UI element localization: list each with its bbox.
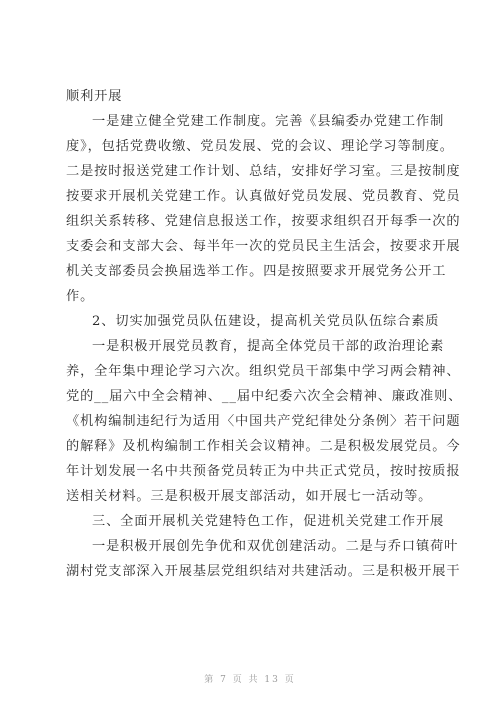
text-line: 机关支部委员会换届选举工作。四是按照要求开展党务公开工 [66, 264, 447, 279]
page-number: 第 7 页 共 13 页 [204, 675, 296, 685]
body-text [66, 84, 463, 584]
text-line: 党的__届六中全会精神、__届中纪委六次全会精神、廉政准则、 [66, 389, 463, 404]
paragraph-line: 一是积极开展创先争优和双优创建活动。二是与乔口镇荷叶 [92, 539, 459, 554]
paragraph-line: 一是建立健全党建工作制度。完善《县编委办党建工作制 [92, 114, 445, 129]
paragraph-line: 一是积极开展党员教育，提高全体党员干部的政治理论素 [92, 339, 445, 354]
text-line: 年计划发展一名中共预备党员转正为中共正式党员，按时按质报 [66, 464, 461, 479]
text-line: 度》，包括党费收缴、党员发展、党的会议、理论学习等制度。 [66, 139, 454, 154]
section-heading: 2、切实加强党员队伍建设，提高机关党员队伍综合素质 [92, 314, 440, 329]
text-line: 顺利开展 [66, 89, 123, 104]
text-line: 的解释》及机构编制工作相关会议精神。二是积极发展党员。今 [66, 439, 461, 454]
text-line: 作。 [66, 289, 95, 304]
text-line: 湖村党支部深入开展基层党组织结对共建活动。三是积极开展干 [66, 564, 461, 579]
section-heading: 三、全面开展机关党建特色工作，促进机关党建工作开展 [92, 514, 445, 529]
text-line: 支委会和支部大会、每半年一次的党员民主生活会，按要求开展 [66, 239, 461, 254]
text-line: 组织关系转移、党建信息报送工作，按要求组织召开每季一次的 [66, 214, 461, 229]
text-line: 按要求开展机关党建工作。认真做好党员发展、党员教育、党员 [66, 189, 461, 204]
text-line: 二是按时报送党建工作计划、总结，安排好学习室。三是按制度 [66, 164, 461, 179]
text-line: 养，全年集中理论学习六次。组织党员干部集中学习两会精神、 [66, 364, 461, 379]
text-line: 送相关材料。三是积极开展支部活动，如开展七一活动等。 [66, 489, 433, 504]
text-line: 《机构编制违纪行为适用〈中国共产党纪律处分条例〉若干问题 [66, 414, 461, 429]
